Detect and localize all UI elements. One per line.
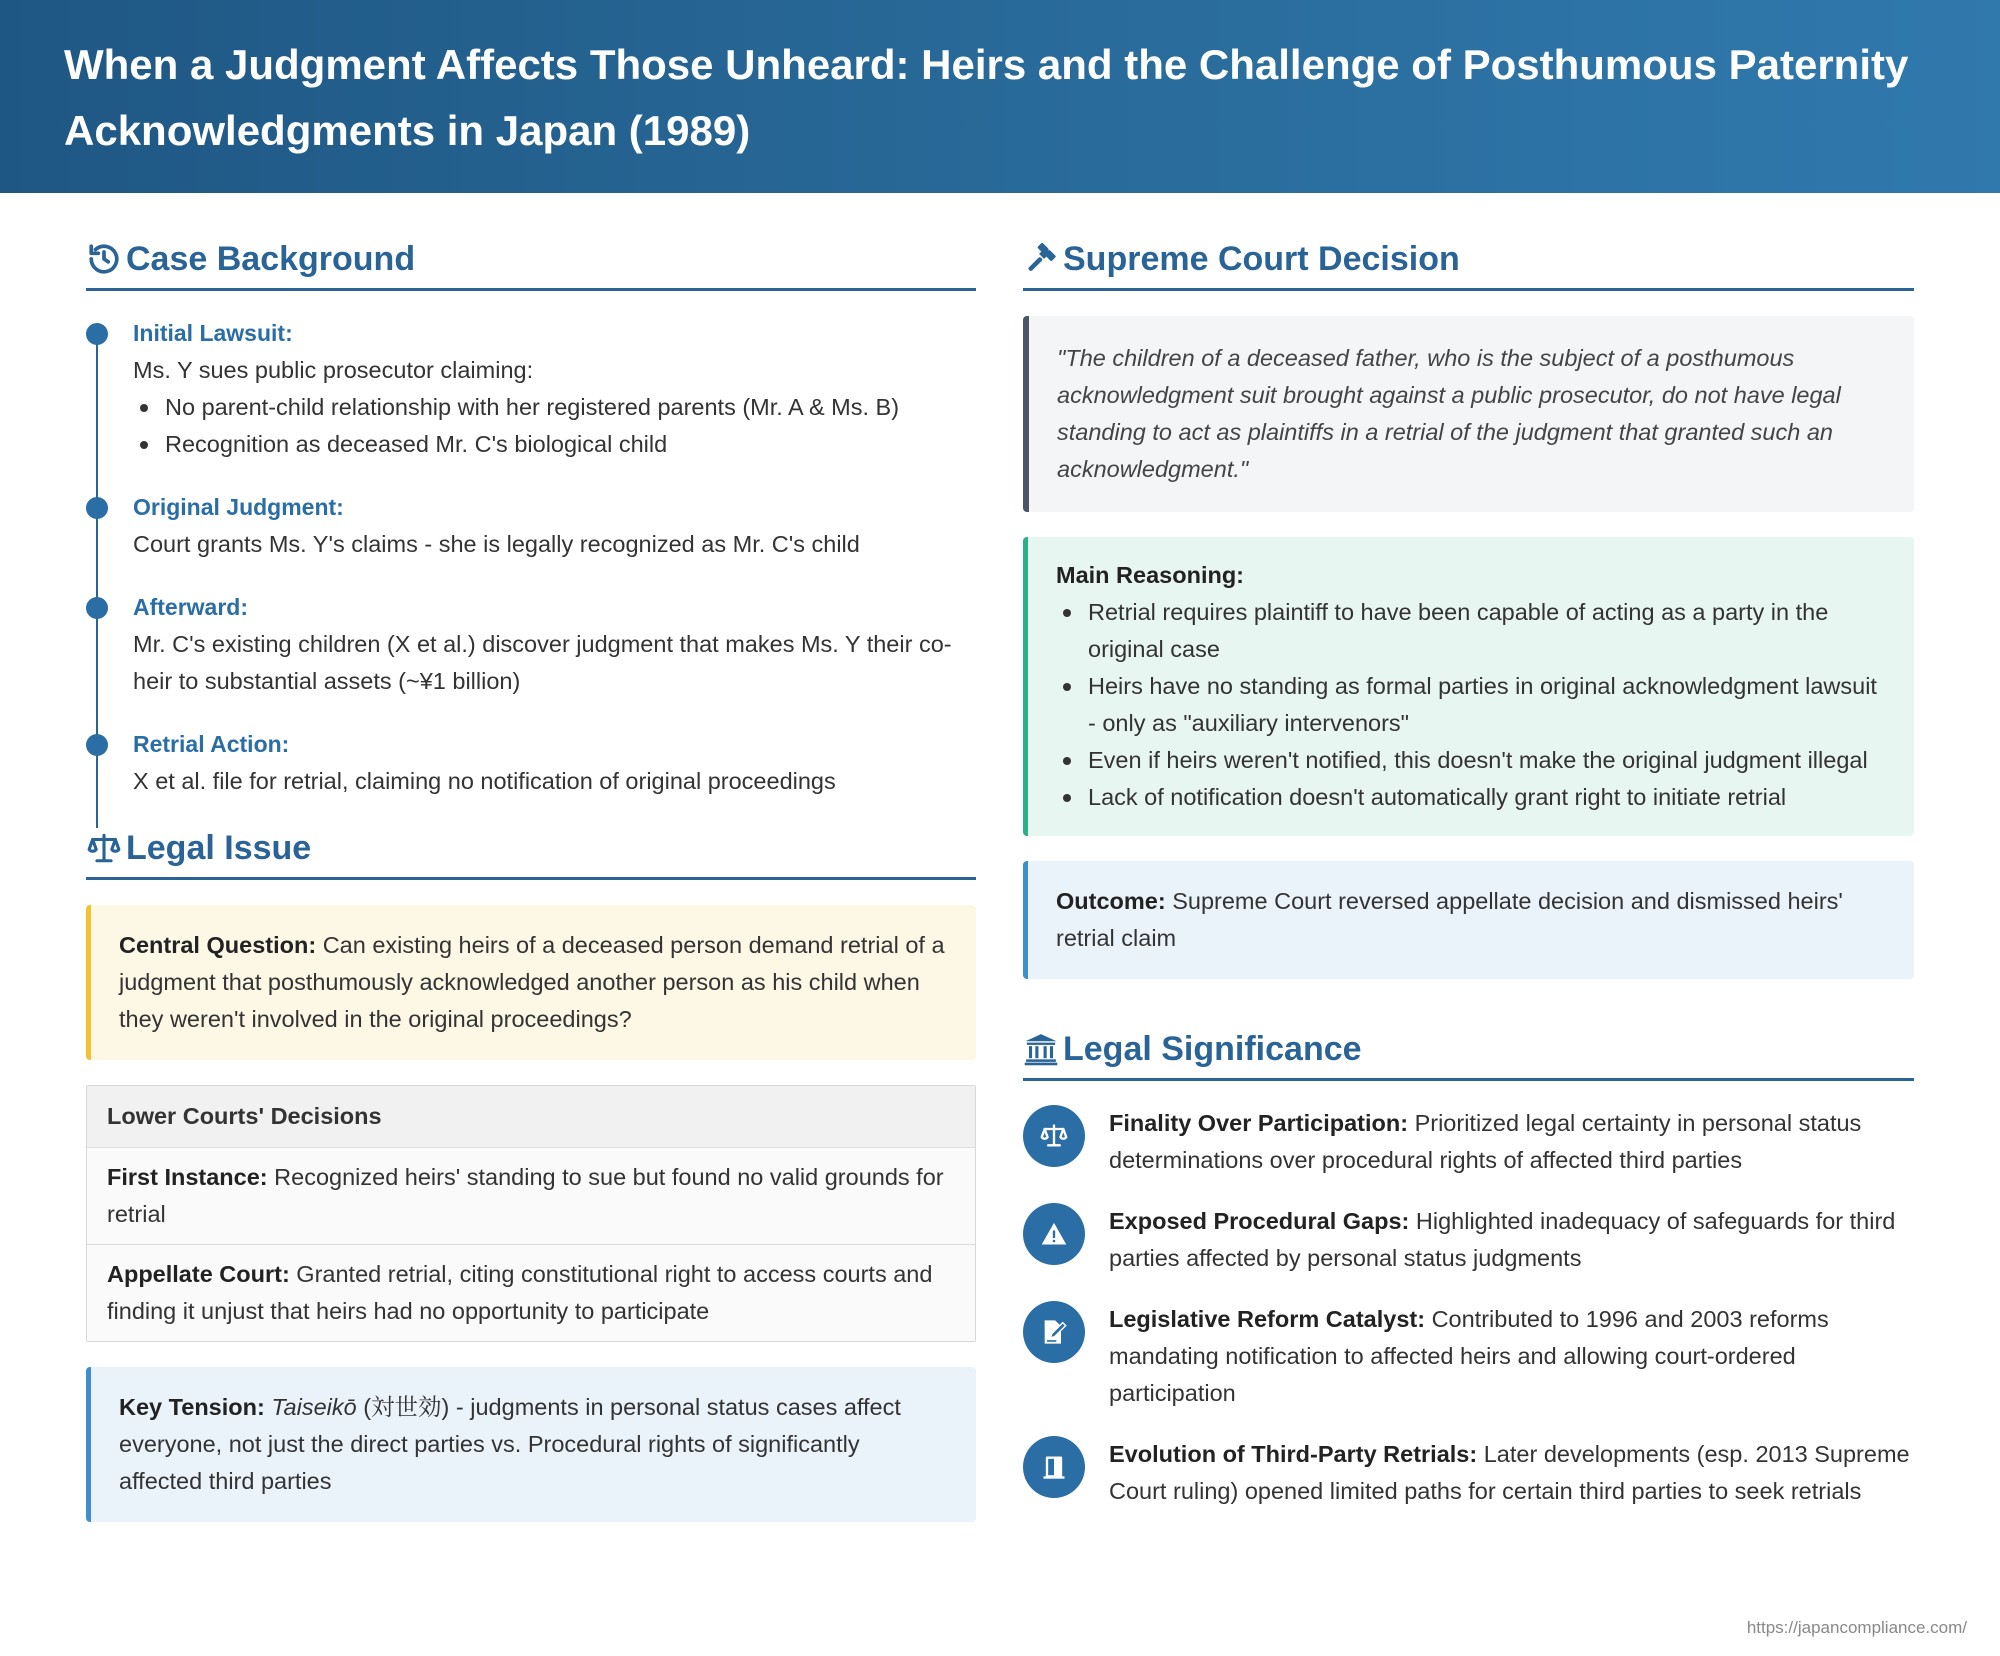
timeline-text: X et al. file for retrial, claiming no notification of original proceedings [133,768,836,794]
list-item [1023,1203,1914,1277]
decision-quote: "The children of a deceased father, who is the subject of a posthumous acknowledgment suit brought against a public prosecutor, do not have legal standing to act as plaintiffs in a retrial of the judgment that granted such an acknowledgment." [1057,345,1841,482]
outcome-label: Outcome: [1056,888,1166,914]
case-timeline [86,315,976,800]
significance-label: Evolution of Third-Party Retrials: [1109,1441,1478,1467]
outcome-box [1023,861,1914,979]
significance-text [1109,1203,1914,1277]
history-icon [86,241,122,277]
significance-body: Contributed to 1996 and 2003 reforms mandating notification to affected heirs and allowing court-ordered participation [1109,1306,1829,1406]
edit-document-icon [1023,1301,1085,1363]
reasoning-label: Main Reasoning: [1056,562,1245,588]
timeline-label: Retrial Action: [133,731,290,757]
list-item: Heirs have no standing as formal parties in original acknowledgment lawsuit - only as "auxiliary intervenors" [1056,668,1886,742]
timeline-label: Original Judgment: [133,494,344,520]
timeline-text: Ms. Y sues public prosecutor claiming: [133,357,534,383]
key-tension-box [86,1367,976,1522]
significance-list [1023,1105,1914,1510]
timeline-dot [86,323,108,345]
section-title: Case Background [126,239,416,278]
significance-body: Later developments (esp. 2013 Supreme Court ruling) opened limited paths for certain third parties to seek retrials [1109,1441,1910,1504]
timeline-item-retrial-action [86,726,976,800]
list-item [1023,1436,1914,1510]
right-column [1023,193,1914,1534]
table-row [87,1245,975,1341]
section-title: Legal Issue [126,828,312,867]
significance-label: Legislative Reform Catalyst: [1109,1306,1426,1332]
significance-body: Highlighted inadequacy of safeguards for third parties affected by personal status judgments [1109,1208,1896,1271]
section-title: Legal Significance [1063,1029,1362,1068]
lower-courts-table [86,1085,976,1342]
row-text: Recognized heirs' standing to sue but found no valid grounds for retrial [107,1164,944,1227]
supreme-court-heading [1023,193,1914,291]
decision-quote-box [1023,316,1914,512]
scale-icon [86,830,122,866]
list-item: Even if heirs weren't notified, this doesn't make the original judgment illegal [1056,742,1886,779]
row-label: First Instance: [107,1164,268,1190]
lower-courts-header: Lower Courts' Decisions [87,1086,975,1148]
significance-label: Finality Over Participation: [1109,1110,1409,1136]
case-background-heading [86,193,976,291]
significance-text [1109,1436,1914,1510]
left-column [86,193,976,1522]
legal-issue-heading [86,800,976,880]
timeline-item-afterward [86,589,976,700]
footer-url[interactable]: https://japancompliance.com/ [1746,1618,1967,1637]
key-tension-label: Key Tension: [119,1394,265,1420]
significance-label: Exposed Procedural Gaps: [1109,1208,1410,1234]
timeline-label: Initial Lawsuit: [133,320,293,346]
timeline-label: Afterward: [133,594,249,620]
list-item: No parent-child relationship with her registered parents (Mr. A & Ms. B) [133,389,976,426]
significance-body: Prioritized legal certainty in personal status determinations over procedural rights of affected third parties [1109,1110,1862,1173]
timeline-dot [86,497,108,519]
table-row [87,1148,975,1245]
page-header [0,0,2000,193]
reasoning-list [1056,594,1886,816]
list-item: Retrial requires plaintiff to have been capable of acting as a party in the original case [1056,594,1886,668]
list-item [1023,1105,1914,1179]
door-open-icon [1023,1436,1085,1498]
warning-icon [1023,1203,1085,1265]
key-tension-term: Taiseikō [271,1394,357,1420]
significance-text [1109,1105,1914,1179]
list-item: Lack of notification doesn't automatically grant right to initiate retrial [1056,779,1886,816]
timeline-item-original-judgment [86,489,976,563]
main-reasoning-box [1023,537,1914,836]
page-title: When a Judgment Affects Those Unheard: Heirs and the Challenge of Posthumous Paternity Acknowledgments in Japan (1989) [64,41,1909,154]
central-question-label: Central Question: [119,932,317,958]
list-item: Recognition as deceased Mr. C's biological child [133,426,976,463]
section-title: Supreme Court Decision [1063,239,1460,278]
key-tension-text: (対世効) - judgments in personal status cases affect everyone, not just the direct parties vs. Procedural rights of significantly affected third parties [119,1394,901,1494]
balance-icon [1023,1105,1085,1167]
list-item [1023,1301,1914,1412]
timeline-text: Mr. C's existing children (X et al.) discover judgment that makes Ms. Y their co-heir to substantial assets (~¥1 billion) [133,631,952,694]
timeline-dot [86,734,108,756]
timeline-dot [86,597,108,619]
significance-text [1109,1301,1914,1412]
outcome-text: Supreme Court reversed appellate decision and dismissed heirs' retrial claim [1056,888,1843,951]
legal-significance-heading [1023,979,1914,1081]
row-label: Appellate Court: [107,1261,290,1287]
central-question-box [86,905,976,1060]
timeline-item-initial-lawsuit [86,315,976,463]
row-text: Granted retrial, citing constitutional right to access courts and finding it unjust that heirs had no opportunity to participate [107,1261,933,1324]
landmark-icon [1023,1031,1059,1067]
central-question-text: Can existing heirs of a deceased person demand retrial of a judgment that posthumously acknowledged another person as his child when they weren't involved in the original proceedings? [119,932,945,1032]
timeline-text: Court grants Ms. Y's claims - she is legally recognized as Mr. C's child [133,531,860,557]
gavel-icon [1023,241,1059,277]
bullet-list [133,389,976,463]
